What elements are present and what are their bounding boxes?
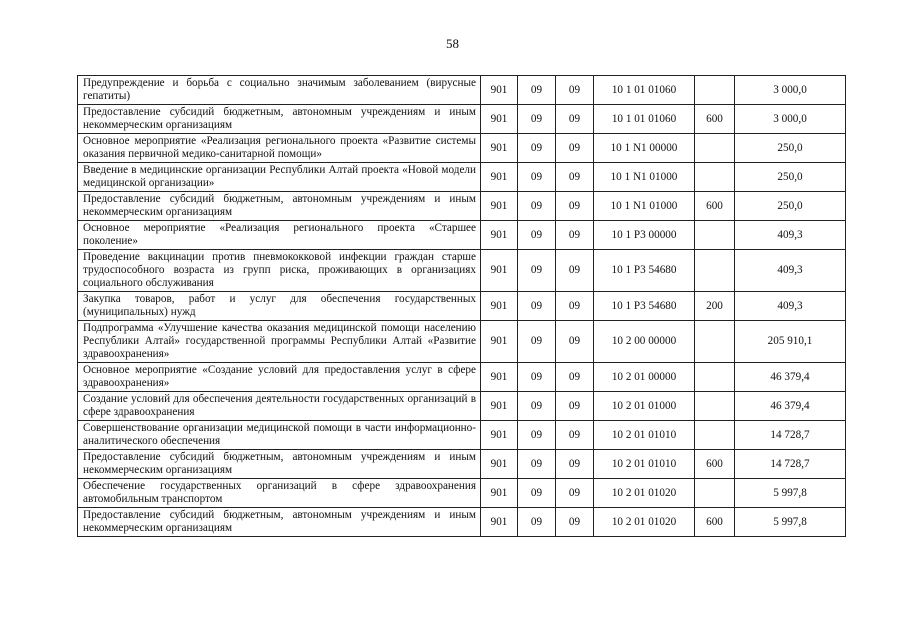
admin-code: 901 xyxy=(481,421,518,450)
amount: 14 728,7 xyxy=(735,450,846,479)
expense-type-code xyxy=(695,421,735,450)
subsection-code: 09 xyxy=(556,479,594,508)
subsection-code: 09 xyxy=(556,250,594,292)
admin-code: 901 xyxy=(481,192,518,221)
table-row xyxy=(78,321,846,363)
admin-code: 901 xyxy=(481,105,518,134)
subsection-code: 09 xyxy=(556,292,594,321)
admin-code: 901 xyxy=(481,508,518,537)
expense-type-code xyxy=(695,392,735,421)
section-code: 09 xyxy=(518,479,556,508)
amount: 409,3 xyxy=(735,221,846,250)
admin-code: 901 xyxy=(481,76,518,105)
section-code: 09 xyxy=(518,363,556,392)
row-name: Основное мероприятие «Создание условий для предоставления услуг в сфере здравоохранения» xyxy=(78,363,481,392)
target-article-code: 10 1 N1 01000 xyxy=(594,192,695,221)
amount: 250,0 xyxy=(735,192,846,221)
row-name: Создание условий для обеспечения деятельности государственных организаций в сфере здравоохранения xyxy=(78,392,481,421)
section-code: 09 xyxy=(518,321,556,363)
amount: 409,3 xyxy=(735,250,846,292)
expense-type-code xyxy=(695,479,735,508)
table-row xyxy=(78,134,846,163)
subsection-code: 09 xyxy=(556,76,594,105)
section-code: 09 xyxy=(518,450,556,479)
target-article-code: 10 2 00 00000 xyxy=(594,321,695,363)
target-article-code: 10 1 01 01060 xyxy=(594,105,695,134)
admin-code: 901 xyxy=(481,292,518,321)
subsection-code: 09 xyxy=(556,508,594,537)
table-row xyxy=(78,508,846,537)
amount: 250,0 xyxy=(735,134,846,163)
row-name: Предоставление субсидий бюджетным, автономным учреждениям и иным некоммерческим организациям xyxy=(78,105,481,134)
table-row xyxy=(78,192,846,221)
amount: 205 910,1 xyxy=(735,321,846,363)
target-article-code: 10 1 N1 00000 xyxy=(594,134,695,163)
amount: 250,0 xyxy=(735,163,846,192)
section-code: 09 xyxy=(518,292,556,321)
amount: 46 379,4 xyxy=(735,392,846,421)
amount: 5 997,8 xyxy=(735,479,846,508)
table-row xyxy=(78,221,846,250)
row-name: Подпрограмма «Улучшение качества оказания медицинской помощи населению Республики Алтай» государственной программы Республики Алтай «Развитие здравоохранения» xyxy=(78,321,481,363)
page-number: 58 xyxy=(446,36,459,51)
target-article-code: 10 1 P3 00000 xyxy=(594,221,695,250)
section-code: 09 xyxy=(518,250,556,292)
expense-type-code: 600 xyxy=(695,105,735,134)
admin-code: 901 xyxy=(481,221,518,250)
target-article-code: 10 1 P3 54680 xyxy=(594,292,695,321)
section-code: 09 xyxy=(518,163,556,192)
admin-code: 901 xyxy=(481,450,518,479)
subsection-code: 09 xyxy=(556,134,594,163)
subsection-code: 09 xyxy=(556,221,594,250)
table-row xyxy=(78,421,846,450)
subsection-code: 09 xyxy=(556,421,594,450)
row-name: Закупка товаров, работ и услуг для обеспечения государственных (муниципальных) нужд xyxy=(78,292,481,321)
admin-code: 901 xyxy=(481,392,518,421)
expense-type-code xyxy=(695,363,735,392)
row-name: Предоставление субсидий бюджетным, автономным учреждениям и иным некоммерческим организациям xyxy=(78,450,481,479)
section-code: 09 xyxy=(518,508,556,537)
table-row xyxy=(78,105,846,134)
amount: 14 728,7 xyxy=(735,421,846,450)
row-name: Проведение вакцинации против пневмококковой инфекции граждан старше трудоспособного возраста из групп риска, проживающих в организациях социального обслуживания xyxy=(78,250,481,292)
expense-type-code xyxy=(695,221,735,250)
section-code: 09 xyxy=(518,134,556,163)
table-row xyxy=(78,250,846,292)
amount: 3 000,0 xyxy=(735,76,846,105)
subsection-code: 09 xyxy=(556,363,594,392)
section-code: 09 xyxy=(518,221,556,250)
expense-type-code xyxy=(695,76,735,105)
target-article-code: 10 2 01 01020 xyxy=(594,508,695,537)
target-article-code: 10 1 P3 54680 xyxy=(594,250,695,292)
target-article-code: 10 2 01 01010 xyxy=(594,421,695,450)
amount: 46 379,4 xyxy=(735,363,846,392)
target-article-code: 10 2 01 01010 xyxy=(594,450,695,479)
admin-code: 901 xyxy=(481,250,518,292)
subsection-code: 09 xyxy=(556,192,594,221)
expense-type-code xyxy=(695,163,735,192)
section-code: 09 xyxy=(518,192,556,221)
row-name: Предоставление субсидий бюджетным, автономным учреждениям и иным некоммерческим организациям xyxy=(78,192,481,221)
expense-type-code xyxy=(695,321,735,363)
expense-type-code: 600 xyxy=(695,508,735,537)
admin-code: 901 xyxy=(481,134,518,163)
expense-type-code: 600 xyxy=(695,450,735,479)
row-name: Совершенствование организации медицинской помощи в части информационно-аналитического обеспечения xyxy=(78,421,481,450)
amount: 409,3 xyxy=(735,292,846,321)
table-row xyxy=(78,363,846,392)
target-article-code: 10 1 N1 01000 xyxy=(594,163,695,192)
table-row xyxy=(78,392,846,421)
table-row xyxy=(78,450,846,479)
row-name: Предупреждение и борьба с социально значимым заболеванием (вирусные гепатиты) xyxy=(78,76,481,105)
budget-table xyxy=(77,75,846,537)
section-code: 09 xyxy=(518,76,556,105)
table-row xyxy=(78,76,846,105)
expense-type-code: 200 xyxy=(695,292,735,321)
table-row xyxy=(78,292,846,321)
target-article-code: 10 2 01 01000 xyxy=(594,392,695,421)
target-article-code: 10 1 01 01060 xyxy=(594,76,695,105)
subsection-code: 09 xyxy=(556,163,594,192)
row-name: Основное мероприятие «Реализация регионального проекта «Старшее поколение» xyxy=(78,221,481,250)
row-name: Обеспечение государственных организаций в сфере здравоохранения автомобильным транспортом xyxy=(78,479,481,508)
section-code: 09 xyxy=(518,421,556,450)
target-article-code: 10 2 01 00000 xyxy=(594,363,695,392)
amount: 5 997,8 xyxy=(735,508,846,537)
expense-type-code: 600 xyxy=(695,192,735,221)
section-code: 09 xyxy=(518,105,556,134)
row-name: Предоставление субсидий бюджетным, автономным учреждениям и иным некоммерческим организациям xyxy=(78,508,481,537)
admin-code: 901 xyxy=(481,479,518,508)
subsection-code: 09 xyxy=(556,105,594,134)
subsection-code: 09 xyxy=(556,450,594,479)
expense-type-code xyxy=(695,134,735,163)
target-article-code: 10 2 01 01020 xyxy=(594,479,695,508)
admin-code: 901 xyxy=(481,321,518,363)
row-name: Основное мероприятие «Реализация регионального проекта «Развитие системы оказания первичной медико-санитарной помощи» xyxy=(78,134,481,163)
admin-code: 901 xyxy=(481,163,518,192)
subsection-code: 09 xyxy=(556,321,594,363)
expense-type-code xyxy=(695,250,735,292)
section-code: 09 xyxy=(518,392,556,421)
admin-code: 901 xyxy=(481,363,518,392)
table-row xyxy=(78,479,846,508)
amount: 3 000,0 xyxy=(735,105,846,134)
row-name: Введение в медицинские организации Республики Алтай проекта «Новой модели медицинской организации» xyxy=(78,163,481,192)
table-row xyxy=(78,163,846,192)
subsection-code: 09 xyxy=(556,392,594,421)
